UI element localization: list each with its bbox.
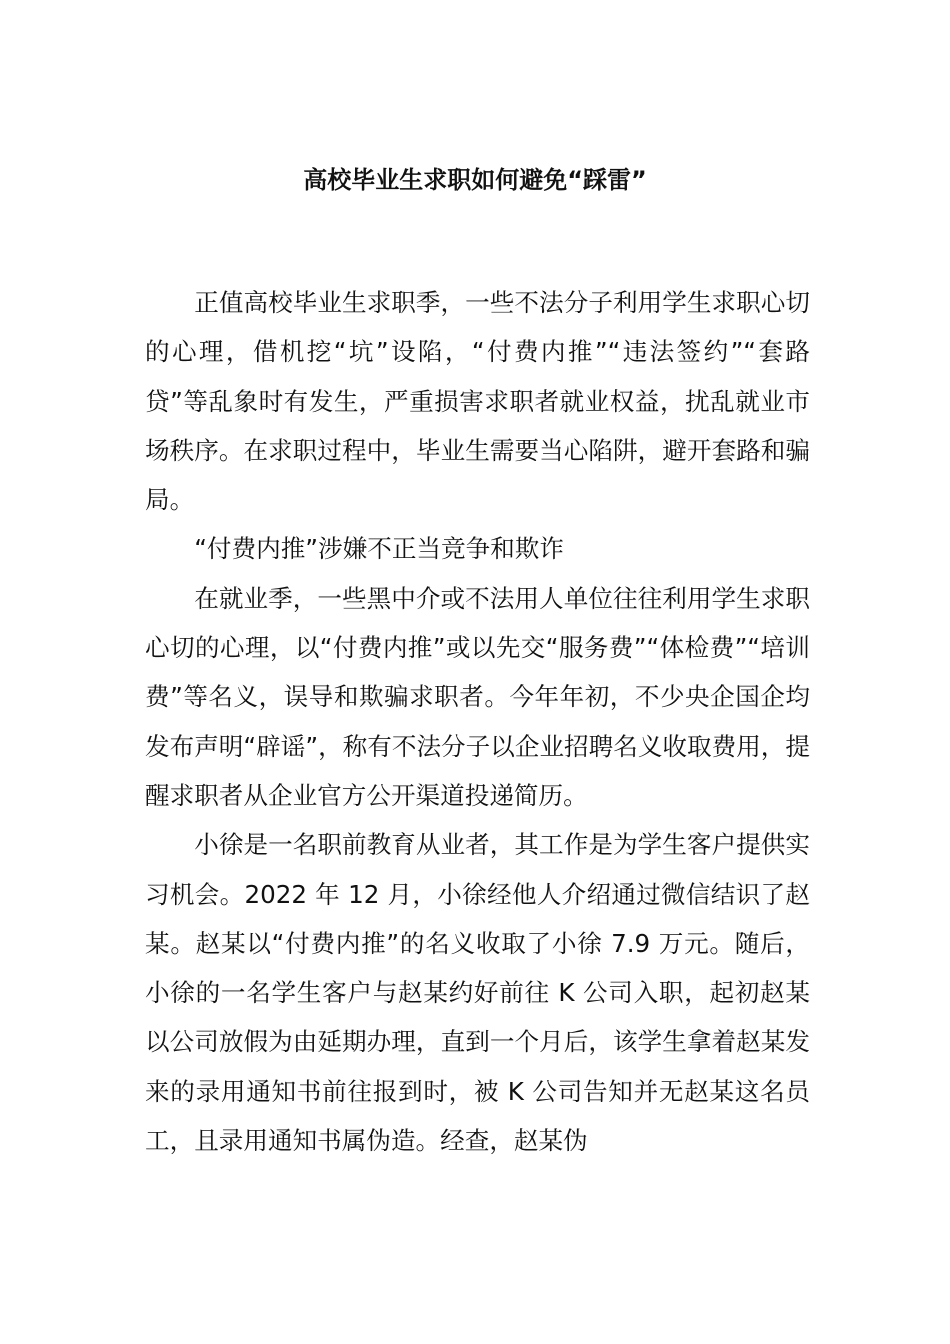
paragraph-paid-referral: 在就业季，一些黑中介或不法用人单位往往利用学生求职心切的心理，以“付费内推”或以先交“服务费”“体检费”“培训费”等名义，误导和欺骗求职者。今年年初，不少央企国企均发布声明“辟谣”，称有不法分子以企业招聘名义收取费用，提醒求职者从企业官方公开渠道投递简历。 [145,583,810,810]
document-title: 高校毕业生求职如何避免“踩雷” [303,166,647,194]
paragraph-intro: 正值高校毕业生求职季，一些不法分子利用学生求职心切的心理，借机挖“坑”设陷，“付费内推”“违法签约”“套路贷”等乱象时有发生，严重损害求职者就业权益，扰乱就业市场秩序。在求职过程中，毕业生需要当心陷阱，避开套路和骗局。 [145,288,810,515]
section-heading: “付费内推”涉嫌不正当竞争和欺诈 [194,534,564,564]
document-body [145,278,810,1165]
paragraph-case: 小徐是一名职前教育从业者，其工作是为学生客户提供实习机会。2022 年 12 月，小徐经他人介绍通过微信结识了赵某。赵某以“付费内推”的名义收取了小徐 7.9 万元。随后，小徐的一名学生客户与赵某约好前往 K 公司入职，起初赵某以公司放假为由延期办理，直到一个月后，该学生拿着赵某发来的录用通知书前往报到时，被 K 公司告知并无赵某这名员工，且录用通知书属伪造。经查，赵某伪 [145,830,810,1156]
